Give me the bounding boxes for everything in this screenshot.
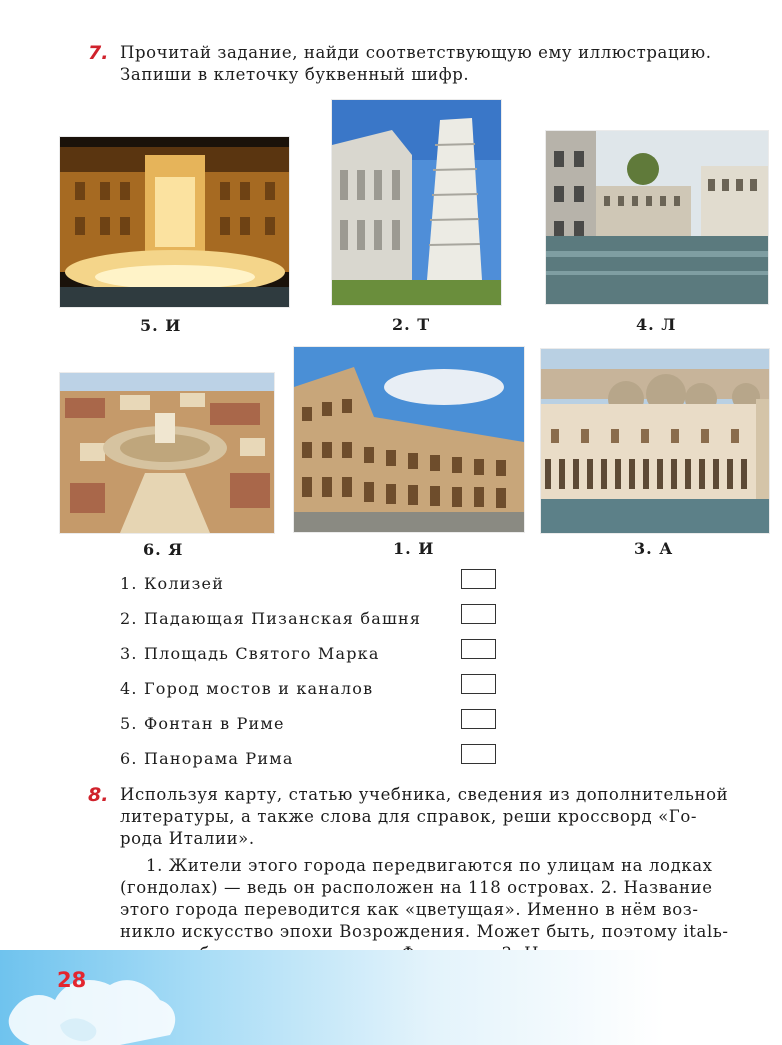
caption-photo-3: 4. Л (636, 315, 677, 334)
answer-box-1[interactable] (461, 569, 496, 589)
photo-pisa-tower (332, 100, 501, 305)
task-8-body-line-1: 1. Жители этого города передвигаются по улицам на лодках (146, 856, 713, 875)
list-item-6: 6. Панорама Рима (120, 749, 294, 768)
task-8-line-2: литературы, а также слова для справок, реши кроссворд «Го- (120, 807, 698, 826)
task-8-number: 8. (88, 784, 109, 806)
task-7-line-2: Запиши в клеточку буквенный шифр. (120, 65, 470, 84)
task-8-body-line-4: никло искусство эпохи Возрождения. Может быть, поэтому italь- (120, 922, 729, 941)
answer-box-3[interactable] (461, 639, 496, 659)
task-8-body-line-2: (гондолах) — ведь он расположен на 118 островах. 2. Название (120, 878, 713, 897)
photo-venice-canal (546, 131, 768, 304)
page-number: 28 (57, 968, 87, 992)
photo-trevi-fountain (60, 137, 289, 307)
answer-box-5[interactable] (461, 709, 496, 729)
list-item-3: 3. Площадь Святого Марка (120, 644, 380, 663)
list-item-2: 2. Падающая Пизанская башня (120, 609, 422, 628)
photo-rome-panorama (60, 373, 274, 533)
photo-san-marco (541, 349, 769, 533)
caption-photo-4: 6. Я (143, 540, 184, 559)
photo-colosseum (294, 347, 524, 532)
europe-map-icon (0, 955, 190, 1045)
answer-box-2[interactable] (461, 604, 496, 624)
task-8-line-3: рода Италии». (120, 829, 255, 848)
task-7-number: 7. (88, 42, 109, 64)
task-7-line-1: Прочитай задание, найди соответствующую ему иллюстрацию. (120, 43, 712, 62)
caption-photo-6: 3. А (634, 539, 674, 558)
answer-box-4[interactable] (461, 674, 496, 694)
caption-photo-2: 2. Т (392, 315, 431, 334)
list-item-5: 5. Фонтан в Риме (120, 714, 285, 733)
answer-box-6[interactable] (461, 744, 496, 764)
list-item-4: 4. Город мостов и каналов (120, 679, 374, 698)
caption-photo-5: 1. И (393, 539, 435, 558)
task-8-line-1: Используя карту, статью учебника, сведения из дополнительной (120, 785, 729, 804)
list-item-1: 1. Колизей (120, 574, 225, 593)
task-8-body-line-3: этого города переводится как «цветущая». Именно в нём воз- (120, 900, 699, 919)
caption-photo-1: 5. И (140, 316, 182, 335)
